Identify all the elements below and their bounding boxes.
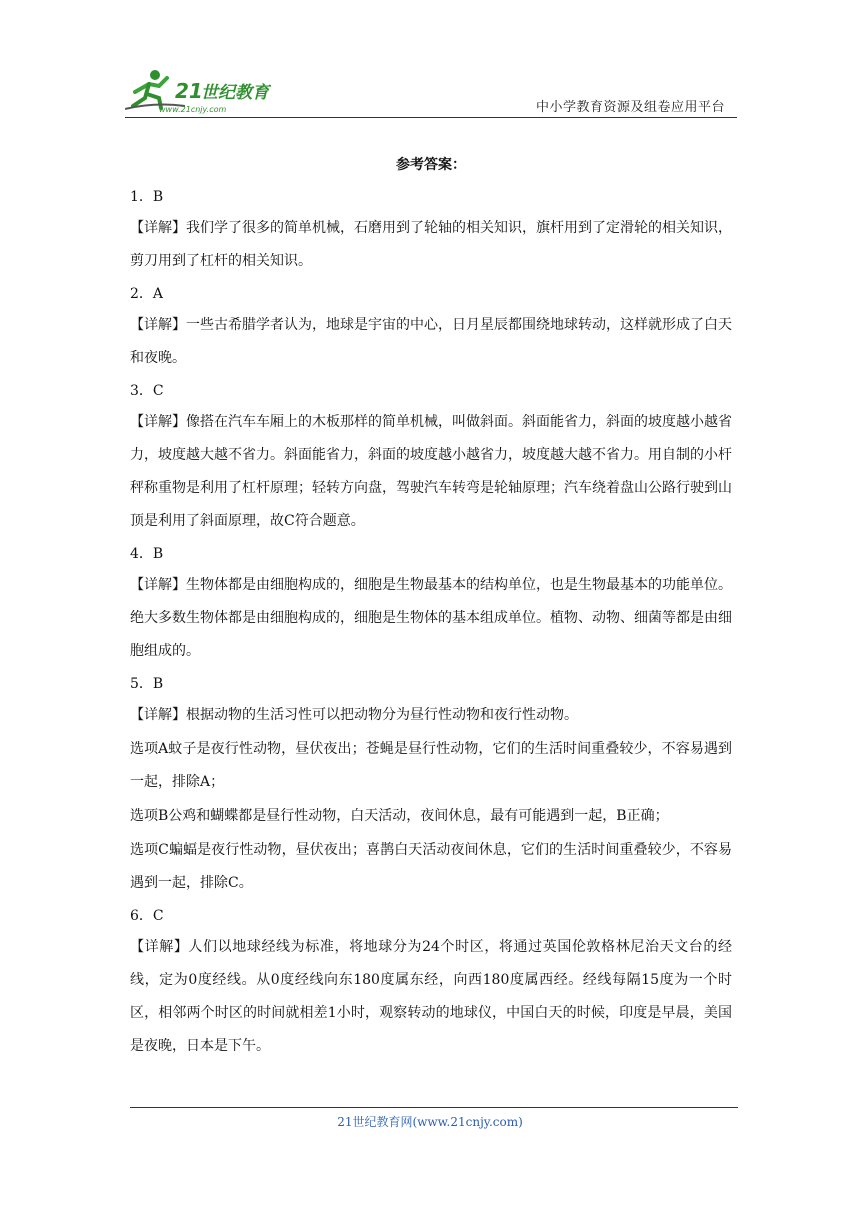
answer-label: 3．C [130,383,164,399]
platform-name: 中小学教育资源及组卷应用平台 [535,100,725,115]
page-header [125,62,737,120]
site-logo [125,62,295,118]
footer-link[interactable]: 21世纪教育网(www.21cnjy.com) [337,1115,523,1129]
page-title: 参考答案： [396,157,466,173]
answer-label: 2．A [130,286,164,302]
answer-label: 4．B [130,546,164,562]
answer-detail: 【详解】生物体都是由细胞构成的，细胞是生物最基本的结构单位，也是生物最基本的功能单位。绝大多数生物体都是由细胞构成的，细胞是生物体的基本组成单位。植物、动物、细菌等都是由细胞组成的。 [130,577,732,659]
answer-label: 5．B [130,676,164,692]
answer-item [130,539,732,668]
svg-text:世纪教育: 世纪教育 [201,83,269,103]
answer-item [130,901,732,1063]
answer-label: 6．C [130,908,164,924]
answer-option-a: 选项A蚊子是夜行性动物，昼伏夜出；苍蝇是昼行性动物，它们的生活时间重叠较少，不容易遇到一起，排除A； [130,741,732,790]
answer-item [130,279,732,375]
answer-detail: 【详解】根据动物的生活习性可以把动物分为昼行性动物和夜行性动物。 [130,707,578,723]
answer-detail: 【详解】一些古希腊学者认为，地球是宇宙的中心，日月星辰都围绕地球转动，这样就形成了白天和夜晚。 [130,317,732,366]
answer-item [130,376,732,538]
answer-detail: 【详解】像搭在汽车车厢上的木板那样的简单机械，叫做斜面。斜面能省力，斜面的坡度越小越省力，坡度越大越不省力。斜面能省力，斜面的坡度越小越省力，坡度越大越不省力。用自制的小杆秤称重物是利用了杠杆原理；轻转方向盘，驾驶汽车转弯是轮轴原理；汽车绕着盘山公路行驶到山顶是利用了斜面原理，故C符合题意。 [130,414,732,529]
answer-item [130,669,732,900]
answer-option-b: 选项B公鸡和蝴蝶都是昼行性动物，白天活动，夜间休息，最有可能遇到一起，B正确； [130,808,669,824]
answer-detail: 【详解】人们以地球经线为标准，将地球分为24个时区，将通过英国伦敦格林尼治天文台的经线，定为0度经线。从0度经线向东180度属东经，向西180度属西经。经线每隔15度为一个时区，相邻两个时区的时间就相差1小时，观察转动的地球仪，中国白天的时候，印度是早晨，美国是夜晚，日本是下午。 [130,939,732,1054]
answer-content [130,150,732,1064]
svg-text:www.21cnjy.com: www.21cnjy.com [159,105,227,114]
answer-label: 1．B [130,189,164,205]
answer-detail: 【详解】我们学了很多的简单机械，石磨用到了轮轴的相关知识，旗杆用到了定滑轮的相关知识，剪刀用到了杠杆的相关知识。 [130,220,732,269]
answer-item [130,182,732,278]
footer-divider [130,1107,738,1108]
answer-option-c: 选项C蝙蝠是夜行性动物，昼伏夜出；喜鹊白天活动夜间休息，它们的生活时间重叠较少，不容易遇到一起，排除C。 [130,842,732,891]
header-divider [125,117,737,118]
svg-text:21: 21 [175,79,203,103]
